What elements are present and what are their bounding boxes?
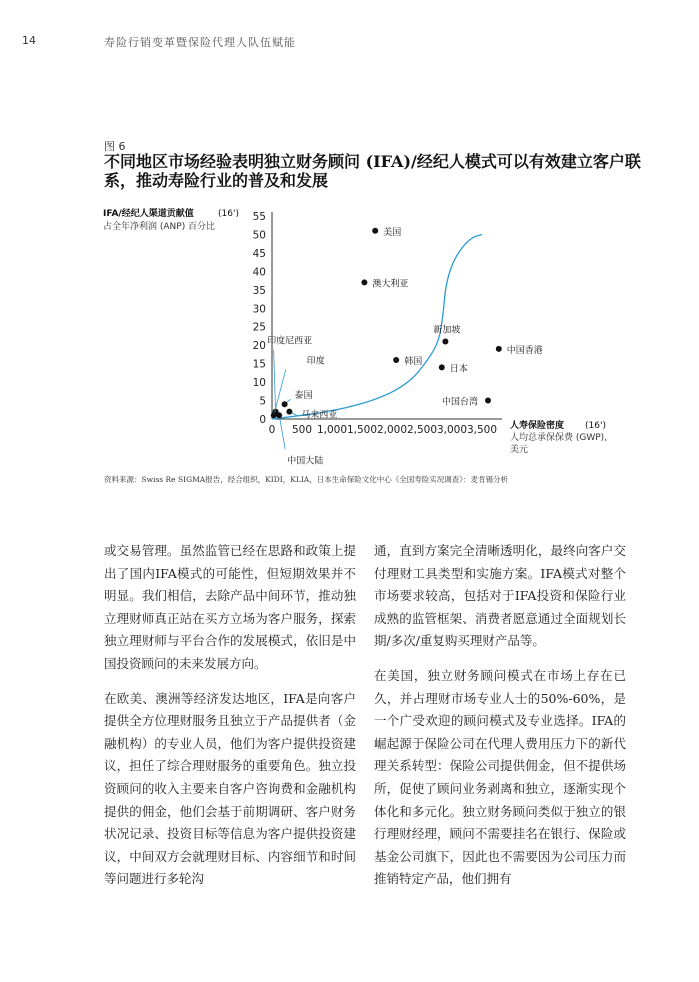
point-label: 中国香港 bbox=[506, 345, 543, 356]
x-tick-label: 0 bbox=[268, 424, 276, 436]
y-axis-title: IFA/经纪人渠道贡献值 bbox=[103, 209, 194, 219]
body-paragraph: 在欧美、澳洲等经济发达地区，IFA是向客户提供全方位理财服务且独立于产品提供者（金融机构）的专业人员，他们为客户提供投资建议，担任了综合理财服务的重要角色。独立投资顾问的收入主要来自客户咨询费和金融机构提供的佣金，他们会基于前期调研、客户财务状况记录、投资目标等信息为客户提供投资建议，中间双方会就理财目标、内容细节和时间等问题进行多轮沟 bbox=[104, 690, 356, 887]
label-leader-line bbox=[279, 415, 285, 449]
data-point bbox=[271, 412, 277, 418]
x-axis-title: 人寿保险密度 bbox=[510, 421, 565, 431]
x-tick-label: 2,500 bbox=[406, 424, 438, 436]
point-label: 中国台湾 bbox=[441, 397, 478, 408]
y-tick-label: 20 bbox=[252, 340, 266, 353]
figure-title: 不同地区市场经验表明独立财务顾问 (IFA)/经纪人模式可以有效建立客户联系，推动寿险行业的普及和发展 bbox=[104, 152, 641, 190]
point-label: 韩国 bbox=[404, 356, 423, 367]
y-tick-label: 30 bbox=[252, 303, 266, 316]
x-tick-label: 3,000 bbox=[436, 424, 468, 436]
y-tick-label: 5 bbox=[259, 395, 266, 408]
scatter-chart bbox=[100, 200, 620, 470]
y-tick-label: 40 bbox=[252, 266, 266, 279]
data-point bbox=[286, 409, 292, 415]
body-column-left bbox=[104, 540, 356, 903]
y-tick-label: 45 bbox=[252, 247, 266, 260]
x-axis-subtitle-2: 美元 bbox=[510, 445, 529, 455]
y-tick-label: 10 bbox=[252, 377, 266, 390]
x-axis-subtitle-1: 人均总承保保费 (GWP), bbox=[510, 433, 608, 443]
x-tick-label: 500 bbox=[291, 424, 313, 436]
point-label: 澳大利亚 bbox=[372, 279, 409, 290]
body-paragraph: 或交易管理。虽然监管已经在思路和政策上提出了国内IFA模式的可能性，但短期效果并不明显。我们相信，去除产品中间环节，推动独立理财师真正站在买方立场为客户服务，探索独立理财师与平台合作的发展模式，依旧是中国投资顾问的未来发展方向。 bbox=[104, 543, 356, 671]
y-tick-label: 25 bbox=[252, 321, 266, 334]
x-tick-label: 3,500 bbox=[466, 424, 498, 436]
y-tick-label: 35 bbox=[252, 284, 266, 297]
point-label: 美国 bbox=[383, 227, 402, 238]
body-paragraph: 通，直到方案完全清晰透明化，最终向客户交付理财工具类型和实施方案。IFA模式对整个市场要求较高，包括对于IFA投资和保险行业成熟的监管框架、消费者愿意通过全面规划长期/多次/重复购买理财产品等。 bbox=[374, 543, 626, 649]
point-label: 印度尼西亚 bbox=[267, 336, 313, 347]
point-label: 泰国 bbox=[294, 391, 313, 402]
data-point bbox=[372, 228, 378, 234]
y-tick-label: 0 bbox=[259, 414, 266, 426]
x-tick-label: 1,000 bbox=[316, 424, 348, 436]
data-point bbox=[439, 364, 445, 370]
point-label: 印度 bbox=[306, 356, 325, 367]
point-label: 马来西亚 bbox=[301, 410, 338, 421]
point-label: 新加坡 bbox=[433, 325, 461, 336]
x-tick-label: 2,000 bbox=[376, 424, 408, 436]
y-tick-label: 15 bbox=[252, 358, 266, 371]
label-leader-line bbox=[274, 350, 276, 412]
figure-label: 图 6 bbox=[104, 140, 126, 153]
y-axis-subtitle: 占全年净利润 (ANP) 百分比 bbox=[103, 222, 216, 232]
point-label: 日本 bbox=[449, 364, 468, 375]
x-axis-year: (16') bbox=[585, 421, 606, 431]
x-tick-label: 1,500 bbox=[346, 424, 378, 436]
body-paragraph: 在美国，独立财务顾问模式在市场上存在已久，并占理财市场专业人士的50%-60%，是一个广受欢迎的顾问模式及专业选择。IFA的崛起源于保险公司在代理人费用压力下的新代理关系转型：保险公司提供佣金，但不提供场所，促使了顾问业务剥离和独立，逐渐实现个体化和多元化。独立财务顾问类似于独立的银行理财经理，顾问不需要挂名在银行、保险或基金公司旗下，因此也不需要因为公司压力而推销特定产品，他们拥有 bbox=[374, 667, 626, 887]
y-tick-label: 50 bbox=[252, 229, 266, 242]
body-column-right bbox=[374, 540, 626, 903]
data-point bbox=[276, 412, 282, 418]
figure-source: 资料来源：Swiss Re SIGMA报告，经合组织，KIDI，KLIA，日本生命保险文化中心《全国寿险实况调查》：麦肯锡分析 bbox=[104, 475, 508, 484]
data-point bbox=[496, 346, 502, 352]
data-point bbox=[361, 279, 367, 285]
running-title: 寿险行销变革暨保险代理人队伍赋能 bbox=[104, 36, 296, 49]
point-label: 中国大陆 bbox=[287, 456, 324, 467]
data-point bbox=[282, 401, 288, 407]
data-point bbox=[485, 398, 491, 404]
data-point bbox=[442, 338, 448, 344]
label-leader-line bbox=[274, 369, 286, 415]
y-tick-label: 55 bbox=[252, 211, 266, 223]
data-point bbox=[393, 357, 399, 363]
y-axis-year: (16') bbox=[218, 209, 239, 219]
page-number: 14 bbox=[22, 34, 36, 47]
